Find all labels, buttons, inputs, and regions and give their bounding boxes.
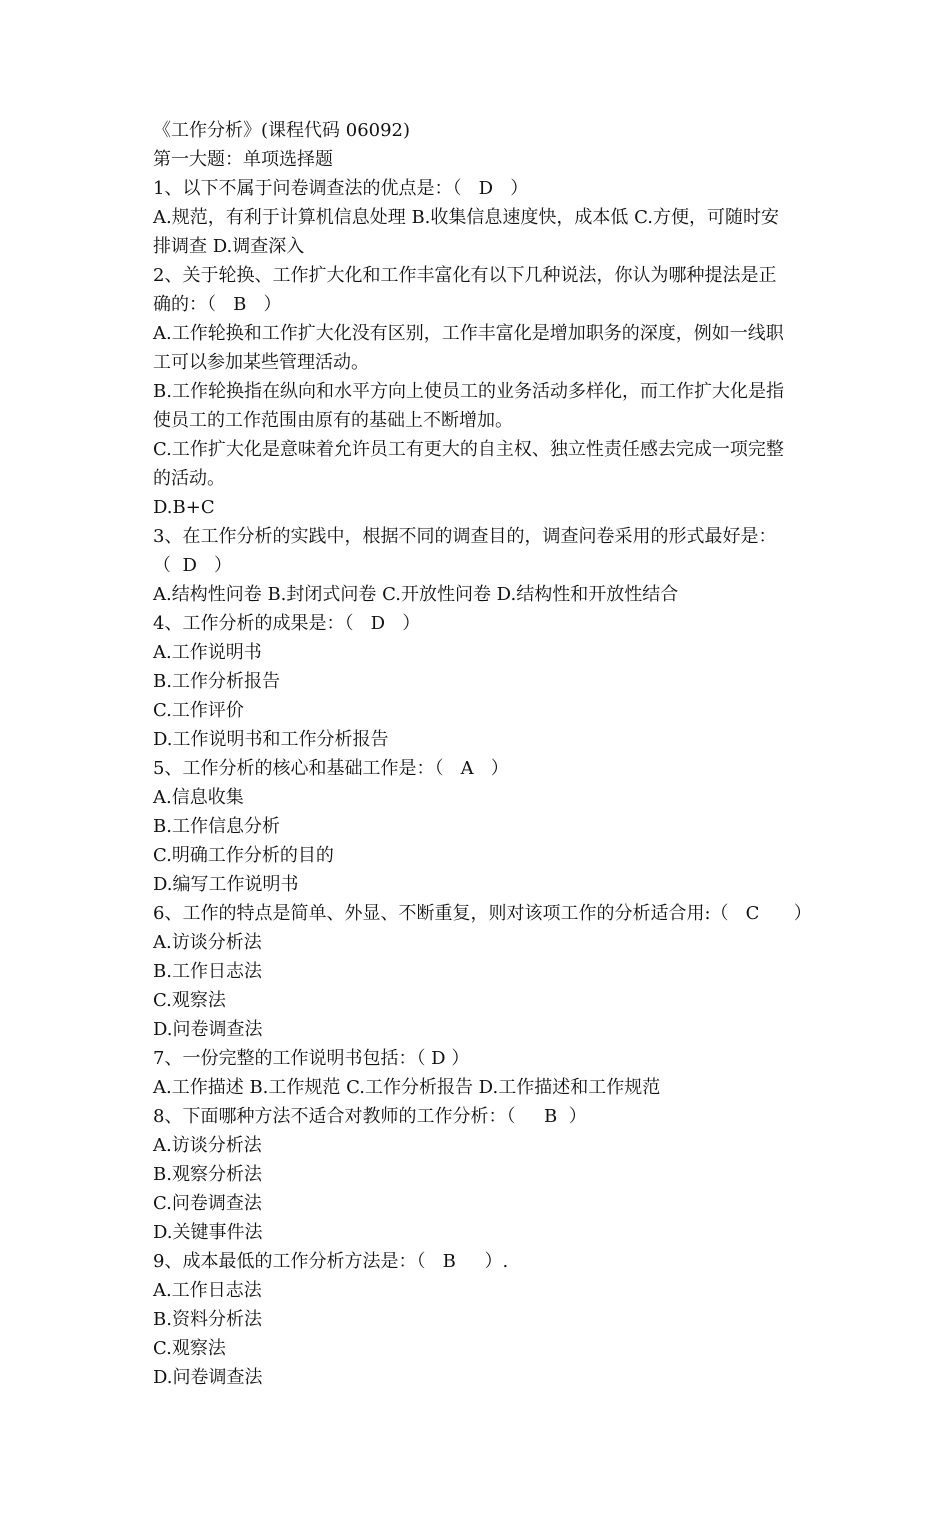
text-line: B.观察分析法: [153, 1164, 262, 1185]
document-title: 《工作分析》(课程代码 06092): [153, 120, 411, 141]
text-line: 5、工作分析的核心和基础工作是：（ A ）: [153, 758, 509, 779]
text-line: C.问卷调查法: [153, 1193, 262, 1214]
text-line: 排调查 D.调查深入: [153, 236, 305, 257]
text-line: A.信息收集: [153, 787, 244, 808]
text-line: C.观察法: [153, 990, 226, 1011]
text-line: D.问卷调查法: [153, 1019, 263, 1040]
text-line: A.访谈分析法: [153, 932, 262, 953]
text-line: B.工作轮换指在纵向和水平方向上使员工的业务活动多样化，而工作扩大化是指: [153, 381, 784, 402]
text-line: C.观察法: [153, 1338, 226, 1359]
text-line: C.工作评价: [153, 700, 244, 721]
text-line: 确的：（ B ）: [153, 294, 282, 315]
text-line: 6、工作的特点是简单、外显、不断重复，则对该项工作的分析适合用:（ C ）: [153, 903, 812, 924]
text-line: A.工作说明书: [153, 642, 262, 663]
text-line: 9、成本最低的工作分析方法是：（ B ）.: [153, 1251, 509, 1272]
text-line: D.编写工作说明书: [153, 874, 299, 895]
text-line: D.问卷调查法: [153, 1367, 263, 1388]
text-line: D.关键事件法: [153, 1222, 263, 1243]
text-line: C.明确工作分析的目的: [153, 845, 334, 866]
text-line: A.结构性问卷 B.封闭式问卷 C.开放性问卷 D.结构性和开放性结合: [153, 584, 679, 605]
text-line: 4、工作分析的成果是：（ D ）: [153, 613, 421, 634]
text-line: B.资料分析法: [153, 1309, 262, 1330]
text-line: A.工作描述 B.工作规范 C.工作分析报告 D.工作描述和工作规范: [153, 1077, 661, 1098]
text-line: 8、下面哪种方法不适合对教师的工作分析：（ B ）: [153, 1106, 587, 1127]
text-line: 2、关于轮换、工作扩大化和工作丰富化有以下几种说法，你认为哪种提法是正: [153, 265, 777, 286]
text-line: 1、以下不属于问卷调查法的优点是：（ D ）: [153, 178, 529, 199]
text-line: B.工作分析报告: [153, 671, 280, 692]
text-line: A.规范，有利于计算机信息处理 B.收集信息速度快，成本低 C.方便，可随时安: [153, 207, 779, 228]
text-line: C.工作扩大化是意味着允许员工有更大的自主权、独立性责任感去完成一项完整: [153, 439, 784, 460]
document-body: [153, 116, 843, 1392]
text-line: （ D ）: [153, 555, 233, 576]
text-line: 的活动。: [153, 468, 225, 489]
text-line: A.工作轮换和工作扩大化没有区别，工作丰富化是增加职务的深度，例如一线职: [153, 323, 784, 344]
text-line: A.访谈分析法: [153, 1135, 262, 1156]
text-line: 使员工的工作范围由原有的基础上不断增加。: [153, 410, 513, 431]
text-line: 3、在工作分析的实践中，根据不同的调查目的，调查问卷采用的形式最好是：: [153, 526, 777, 547]
text-line: D.工作说明书和工作分析报告: [153, 729, 389, 750]
text-line: B.工作日志法: [153, 961, 262, 982]
text-line: 7、一份完整的工作说明书包括：（ D ）: [153, 1048, 470, 1069]
text-line: B.工作信息分析: [153, 816, 280, 837]
text-line: 工可以参加某些管理活动。: [153, 352, 369, 373]
text-line: D.B+C: [153, 497, 215, 518]
section-heading: 第一大题：单项选择题: [153, 149, 333, 170]
text-line: A.工作日志法: [153, 1280, 262, 1301]
